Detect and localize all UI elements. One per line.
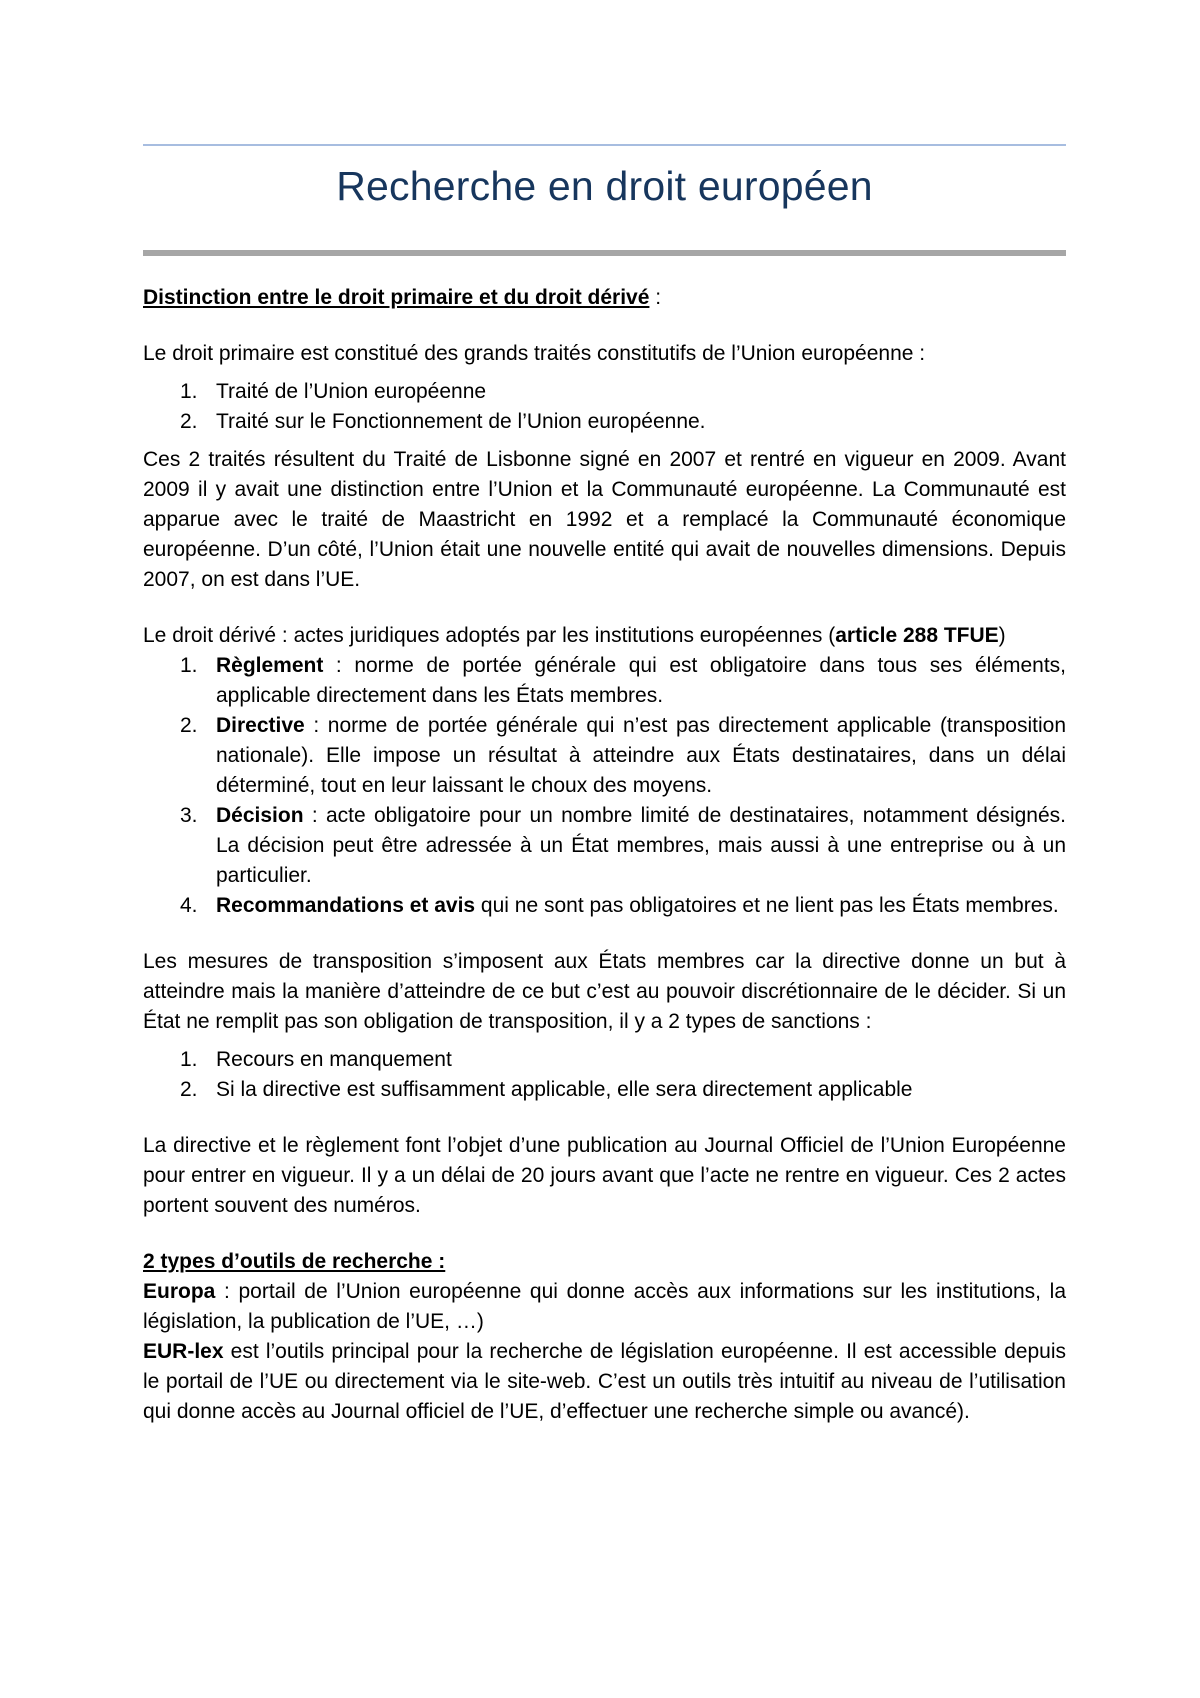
- europa-paragraph: Europa : portail de l’Union européenne qui donne accès aux informations sur les institutions, la législation, la publication de l’UE, …): [143, 1280, 1066, 1333]
- document-body: [143, 283, 1066, 1427]
- list-item: 2. Directive : norme de portée générale qui n’est pas directement applicable (transposition nationale). Elle impose un résultat à atteindre aux États destinataires, dans un délai déterminé, tout en leur laissant le choux des moyens.: [180, 714, 1066, 797]
- eurlex-paragraph: EUR-lex est l’outils principal pour la recherche de législation européenne. Il est accessible depuis le portail de l’UE ou directement via le site-web. C’est un outils très intuitif au niveau de l’utilisation qui donne accès au Journal officiel de l’UE, d’effectuer une recherche simple ou avancé).: [143, 1340, 1066, 1423]
- page-title: Recherche en droit européen: [336, 163, 873, 209]
- list-item: 2. Traité sur le Fonctionnement de l’Union européenne.: [180, 410, 706, 433]
- article-reference: article 288 TFUE: [835, 624, 999, 647]
- section-heading-text: Distinction entre le droit primaire et du droit dérivé: [143, 286, 650, 309]
- list-item: 4. Recommandations et avis qui ne sont pas obligatoires et ne lient pas les États membres.: [180, 894, 1059, 917]
- list-item: 1. Règlement : norme de portée générale qui est obligatoire dans tous ses éléments, applicable directement dans les États membres.: [180, 654, 1066, 707]
- primary-law-intro: Le droit primaire est constitué des grands traités constitutifs de l’Union européenne :: [143, 342, 926, 365]
- transposition-paragraph: Les mesures de transposition s’imposent aux États membres car la directive donne un but à atteindre mais la manière d’atteindre de ce but c’est au pouvoir discrétionnaire de le décider. Si un État ne remplit pas son obligation de transposition, il y a 2 types de sanctions :: [143, 950, 1066, 1033]
- list-item: 1. Traité de l’Union européenne: [180, 380, 487, 403]
- list-item: 1. Recours en manquement: [180, 1048, 452, 1071]
- treaties-list: [143, 377, 1066, 437]
- section-heading-tools: 2 types d’outils de recherche :: [143, 1250, 446, 1273]
- eurlex-term: EUR-lex: [143, 1340, 224, 1363]
- publication-paragraph: La directive et le règlement font l’objet d’une publication au Journal Officiel de l’Union Européenne pour entrer en vigueur. Il y a un délai de 20 jours avant que l’acte ne rentre en vigueur. Ces 2 actes portent souvent des numéros.: [143, 1134, 1066, 1217]
- list-item: 2. Si la directive est suffisamment applicable, elle sera directement applicable: [180, 1078, 913, 1101]
- title-bottom-rule: [143, 250, 1066, 256]
- list-item: 3. Décision : acte obligatoire pour un nombre limité de destinataires, notamment désignés. La décision peut être adressée à un État membres, mais aussi à une entreprise ou à un particulier.: [180, 804, 1066, 887]
- lisbon-paragraph: Ces 2 traités résultent du Traité de Lisbonne signé en 2007 et rentré en vigueur en 2009. Avant 2009 il y avait une distinction entre l’Union et la Communauté européenne. La Communauté est apparue avec le traité de Maastricht en 1992 et a remplacé la Communauté économique européenne. D’un côté, l’Union était une nouvelle entité qui avait de nouvelles dimensions. Depuis 2007, on est dans l’UE.: [143, 448, 1066, 591]
- derived-acts-list: [143, 651, 1066, 921]
- section-heading-suffix: :: [649, 286, 662, 309]
- section-heading-distinction: [143, 283, 1066, 313]
- europa-term: Europa: [143, 1280, 216, 1303]
- derived-law-intro: Le droit dérivé : actes juridiques adoptés par les institutions européennes (article 288 TFUE): [143, 624, 1006, 647]
- sanctions-list: [143, 1045, 1066, 1105]
- title-top-rule: [143, 144, 1066, 146]
